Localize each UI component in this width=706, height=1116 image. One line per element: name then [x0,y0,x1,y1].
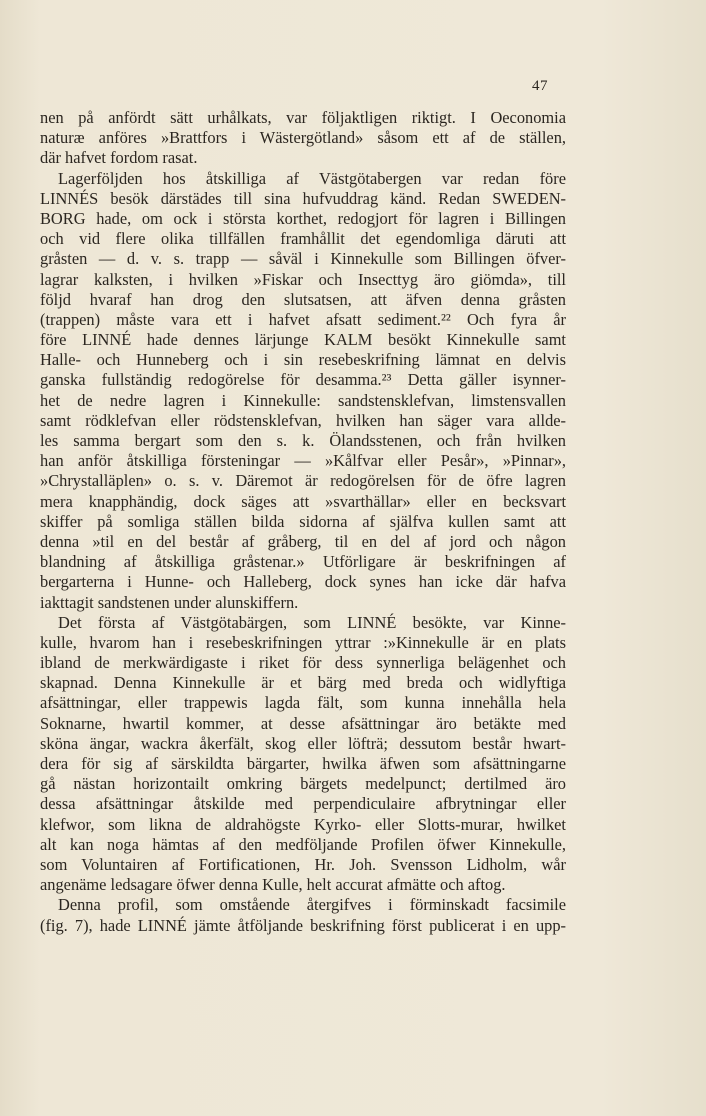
text-line: samt rödklefvan eller rödstensklefvan, hvilken han säger vara allde- [40,410,566,430]
text-line: Lagerföljden hos åtskilliga af Västgötabergen var redan före [58,168,566,188]
text-line: alt kan noga hämtas af den medföljande Profilen öfwer Kinnekulle, [40,834,566,854]
text-line: mera knapphändig, dock säges att »svarthällar» eller en becksvart [40,491,566,511]
text-line: följd hvaraf han drog den slutsatsen, att äfven denna gråsten [40,289,566,309]
page-number: 47 [532,78,548,94]
text-line: ganska fullständig redogörelse för desamma.²³ Detta gäller isynner- [40,370,566,390]
text-line: klefwor, som likna de aldrahögste Kyrko- eller Slotts-murar, hwilket [40,814,566,834]
text-line: som Voluntairen af Fortificationen, Hr. Joh. Svensson Lidholm, wår [40,854,566,874]
text-line: Soknarne, hwartil kommer, at desse afsättningar äro betäkte med [40,713,566,733]
text-line: blandning af åtskilliga gråstenar.» Utförligare är beskrifningen af [40,552,566,572]
text-line: dessa afsättningar åtskilde med perpendiculaire afbrytningar eller [40,794,566,814]
text-line: LINNÉS besök därstädes till sina hufvuddrag känd. Redan SWEDEN- [40,188,566,208]
text-line: afsättningar, eller trappewis lagda fält, som kunna innehålla hela [40,693,566,713]
text-line: före LINNÉ hade dennes lärjunge KALM besökt Kinnekulle samt [40,330,566,350]
text-line: gråsten — d. v. s. trapp — såväl i Kinnekulle som Billingen öfver- [40,249,566,269]
text-line: dera för sig af särskildta bärgarter, hwilka äfwen som afsättningarne [40,754,566,773]
text-line: Denna profil, som omstående återgifves i förminskadt facsimile [58,895,566,915]
text-line: bergarterna i Hunne- och Halleberg, dock synes han icke där hafva [40,572,566,592]
text-line: och vid flere olika tillfällen framhållit det egendomliga däruti att [40,229,566,249]
text-line: denna »til en del består af gråberg, til en del af jord och någon [40,531,566,551]
text-line: Halle- och Hunneberg och i sin resebeskrifning lämnat en delvis [40,350,566,370]
text-line: han anför åtskilliga försteningar — »Kålfvar eller Pesår», »Pinnar», [40,451,566,471]
text-line: BORG hade, om ock i största korthet, redogjort för lagren i Billingen [40,208,566,228]
text-line: skiffer på somliga ställen bilda sidorna af själfva kullen samt att [40,511,566,531]
text-line: (fig. 7), hade LINNÉ jämte åtföljande beskrifning först publicerat i en upp- [40,915,566,935]
text-line: gå nästan horizontailt omkring bärgets medelpunct; dertilmed äro [40,774,566,794]
text-line: Det första af Västgötabärgen, som LINNÉ besökte, var Kinne- [58,612,566,632]
text-line: (trappen) måste vara ett i hafvet afsatt sediment.²² Och fyra år [40,309,566,329]
text-line: nen på anfördt sätt urhålkats, var följaktligen riktigt. I Oeconomia [40,108,566,127]
text-line: angenäme ledsagare öfwer denna Kulle, helt accurat afmätte och aftog. [40,875,506,895]
text-line: kulle, hvarom han i resebeskrifningen yttrar :»Kinnekulle är en plats [40,632,566,652]
text-line: där hafvet fordom rasat. [40,148,198,168]
text-line: ibland de merkwärdigaste i riket för dess synnerliga belägenhet och [40,653,566,673]
text-line: iakttagit sandstenen under alunskiffern. [40,592,299,612]
text-line: skapnad. Denna Kinnekulle är et bärg med breda och widlyftiga [40,673,566,693]
text-line: les samma bergart som den s. k. Ölandsstenen, och från hvilken [40,431,566,450]
text-line: lagrar kalksten, i hvilken »Fiskar och Insecttyg äro giömda», till [40,269,566,289]
body-text [40,108,566,936]
text-line: »Chrystalläplen» o. s. v. Däremot är redogörelsen för de öfre lagren [40,471,566,491]
text-line: het de nedre lagren i Kinnekulle: sandstensklefvan, limstensvallen [40,390,566,410]
text-line: sköna ängar, wackra åkerfält, skog eller löfträ; dessutom består hwart- [40,733,566,753]
text-line: naturæ anföres »Brattfors i Wästergötland» såsom ett af de ställen, [40,128,566,148]
